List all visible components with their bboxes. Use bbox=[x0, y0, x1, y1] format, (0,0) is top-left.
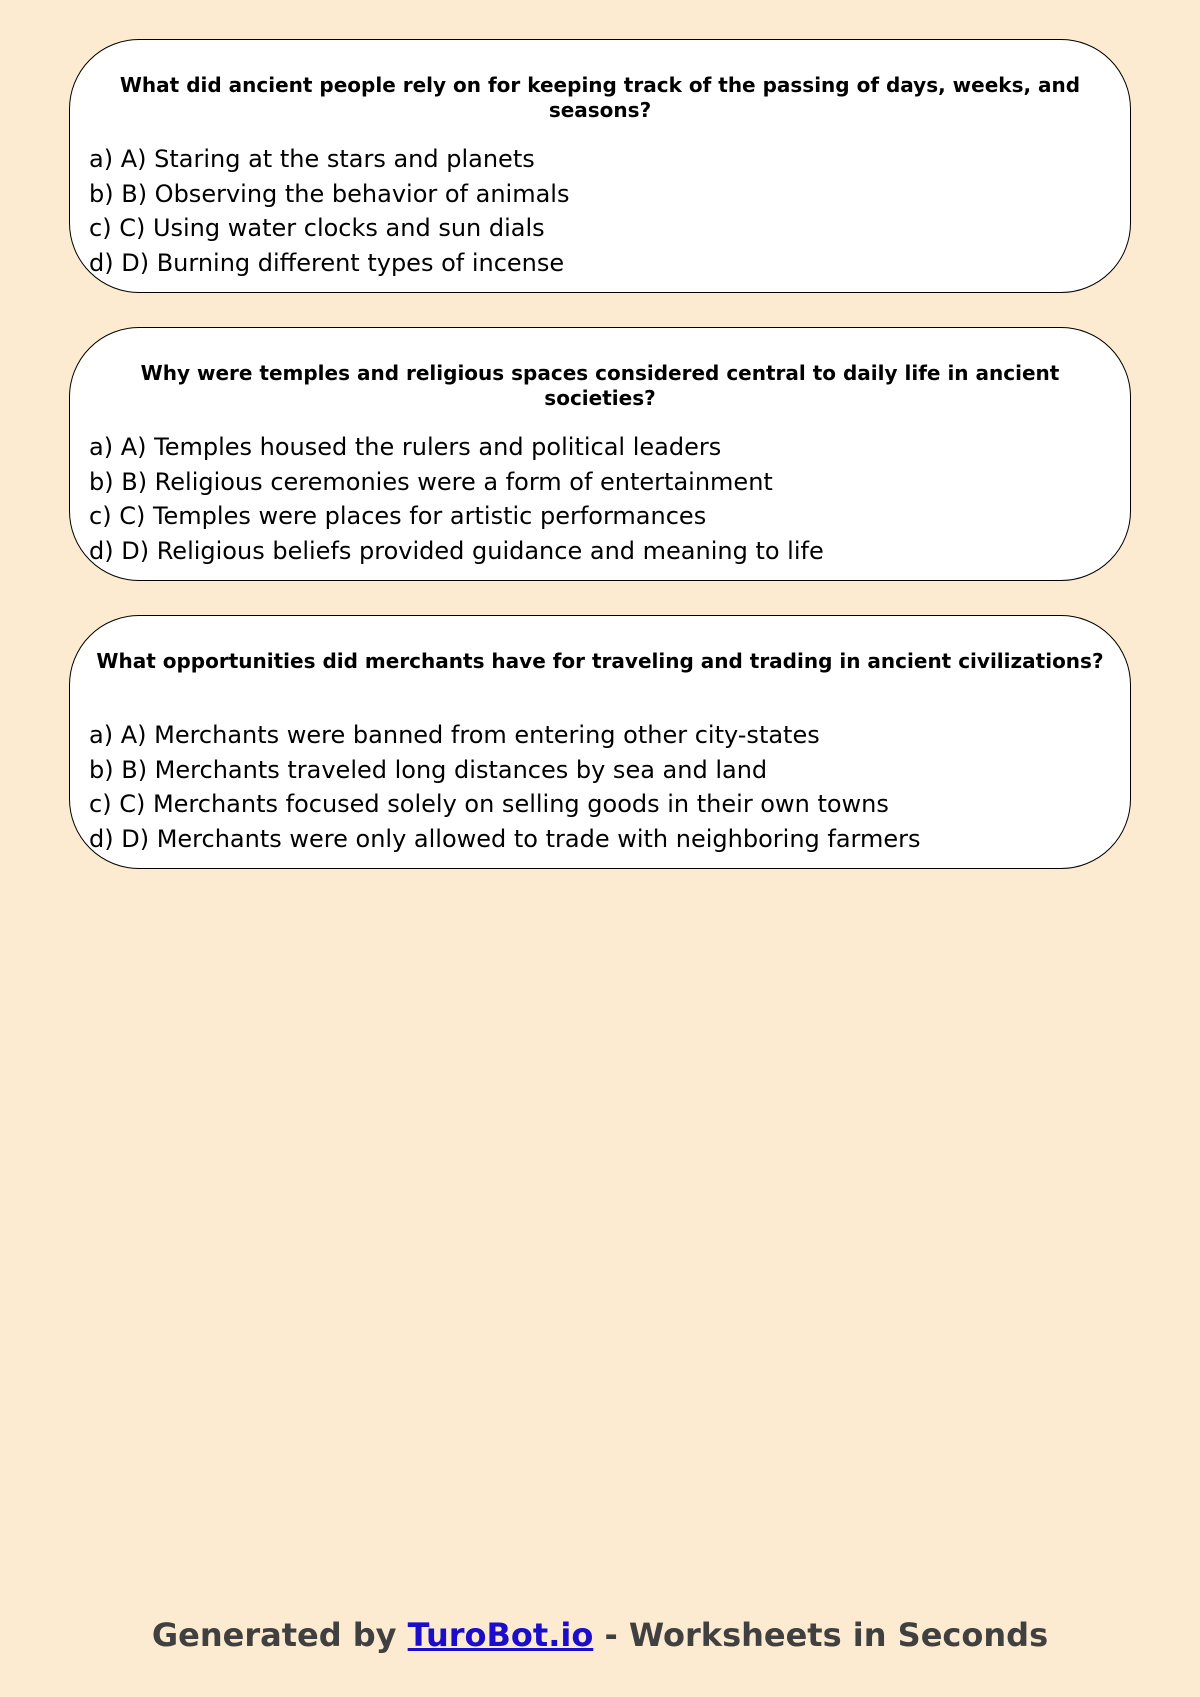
option-b: b) B) Observing the behavior of animals bbox=[89, 179, 570, 208]
option-b: b) B) Religious ceremonies were a form of entertainment bbox=[89, 467, 773, 496]
footer-prefix: Generated by bbox=[151, 1616, 408, 1654]
question-text: Why were temples and religious spaces considered central to daily life in ancient societies? bbox=[140, 361, 1060, 410]
question-card-1 bbox=[69, 39, 1131, 293]
option-a: a) A) Merchants were banned from entering other city-states bbox=[89, 721, 820, 749]
option-a: a) A) Temples housed the rulers and political leaders bbox=[89, 433, 722, 461]
option-b: b) B) Merchants traveled long distances by sea and land bbox=[89, 755, 768, 784]
question-text: What did ancient people rely on for keeping track of the passing of days, weeks, and seasons? bbox=[119, 73, 1081, 122]
option-d: d) D) Burning different types of incense bbox=[89, 248, 565, 277]
footer-credit bbox=[0, 1616, 1200, 1654]
options-list bbox=[89, 142, 569, 280]
option-c: c) C) Merchants focused solely on selling goods in their own towns bbox=[89, 790, 889, 818]
option-d: d) D) Merchants were only allowed to trade with neighboring farmers bbox=[89, 824, 921, 853]
option-c: c) C) Temples were places for artistic performances bbox=[89, 502, 707, 530]
option-a: a) A) Staring at the stars and planets bbox=[89, 145, 535, 173]
option-c: c) C) Using water clocks and sun dials bbox=[89, 214, 545, 242]
question-text: What opportunities did merchants have for traveling and trading in ancient civilizations? bbox=[96, 649, 1104, 673]
question-card-3 bbox=[69, 615, 1131, 869]
footer-suffix: - Worksheets in Seconds bbox=[593, 1616, 1049, 1654]
options-list bbox=[89, 430, 824, 568]
options-list bbox=[89, 718, 921, 856]
turobot-link[interactable]: TuroBot.io bbox=[407, 1616, 594, 1654]
option-d: d) D) Religious beliefs provided guidance and meaning to life bbox=[89, 536, 824, 565]
question-card-2 bbox=[69, 327, 1131, 581]
